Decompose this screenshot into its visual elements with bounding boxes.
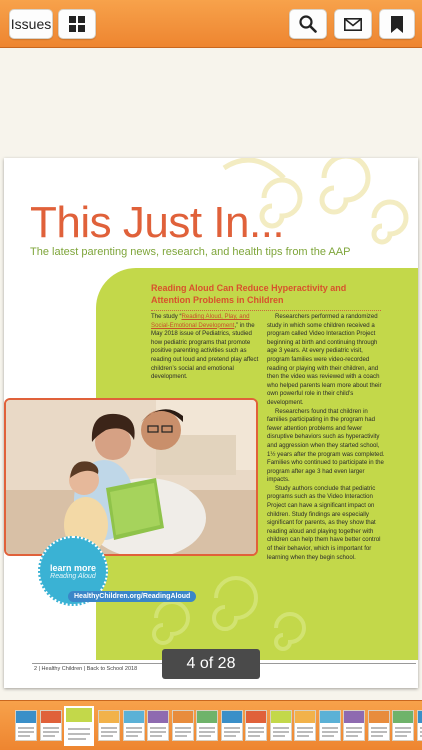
article-column-1 (151, 313, 259, 382)
col2-paragraph-2: Researchers found that children in families participating in the program had fewer attention problems and fewer disruptive behaviors such as hyperactivity and aggression when they started school, 1½ years after the program was completed. Families who continued to participate in the program after age 3 had even larger impacts. (267, 407, 385, 484)
page-subhead: The latest parenting news, research, and health tips from the AAP (30, 246, 351, 258)
page-thumbnail[interactable] (64, 706, 94, 746)
grid-view-button[interactable] (58, 9, 96, 39)
grid-icon (69, 16, 85, 32)
bookmark-button[interactable] (379, 9, 415, 39)
family-reading-photo (4, 398, 258, 556)
page-thumbnail[interactable] (343, 710, 365, 741)
page-thumbnail[interactable] (123, 710, 145, 741)
col1-text-a: The study “ (151, 313, 182, 320)
page-thumbnail[interactable] (392, 710, 414, 741)
panel-swirl-decoration (136, 558, 316, 658)
article-column-2 (267, 313, 385, 562)
reading-aloud-link[interactable]: HealthyChildren.org/ReadingAloud (68, 591, 196, 602)
page-thumbnail[interactable] (98, 710, 120, 741)
col2-paragraph-1: Researchers performed a randomized study in which some children received a program called Video Interaction Project beginning at birth and continuing through age 3 years. At every pediatric visit, program families were video-recorded reading or playing with their children, and then the video was reviewed with a coach who helped parents learn more about their own powerful role in their child’s development. (267, 313, 382, 406)
page-thumbnail[interactable] (417, 710, 422, 741)
article-title: Reading Aloud Can Reduce Hyperactivity and Attention Problems in Children (151, 282, 381, 311)
page-thumbnail[interactable] (294, 710, 316, 741)
col1-text-b: ,” in the May 2018 issue of Pediatrics, studied how pediatric programs that promote positive parenting activities such as reading out loud and pretend play affect children’s social and emotional development. (151, 321, 259, 381)
page-viewer[interactable] (0, 48, 422, 700)
mail-icon (344, 18, 362, 31)
thumbnail-strip[interactable] (0, 700, 422, 750)
page-thumbnail[interactable] (368, 710, 390, 741)
mail-button[interactable] (334, 9, 372, 39)
magazine-page[interactable] (4, 158, 418, 688)
badge-title: learn more (49, 562, 97, 573)
page-counter: 4 of 28 (162, 649, 260, 679)
page-thumbnail[interactable] (172, 710, 194, 741)
page-thumbnail[interactable] (270, 710, 292, 741)
page-thumbnail[interactable] (221, 710, 243, 741)
page-thumbnail[interactable] (245, 710, 267, 741)
issues-button[interactable]: Issues (9, 9, 53, 39)
search-button[interactable] (289, 9, 327, 39)
badge-subtitle: Reading Aloud (50, 572, 96, 580)
col2-paragraph-3: Study authors conclude that pediatric programs such as the Video Interaction Project can have a significant impact on children. Study findings are especially significant for parents, as they show that reading aloud and playing together with children can help them have better control of their behavior, which is important for learning when they begin school. (267, 484, 381, 561)
study-link[interactable]: Reading Aloud, Play, and Social-Emotional Development (151, 313, 250, 329)
photo-illustration (6, 400, 256, 554)
page-thumbnail[interactable] (147, 710, 169, 741)
top-toolbar (0, 0, 422, 48)
page-thumbnail[interactable] (196, 710, 218, 741)
page-headline: This Just In... (30, 198, 285, 247)
search-icon (299, 15, 317, 33)
page-thumbnail[interactable] (15, 710, 37, 741)
bookmark-icon (391, 16, 403, 33)
page-thumbnail[interactable] (40, 710, 62, 741)
page-footer: 2 | Healthy Children | Back to School 2018 (34, 666, 138, 672)
page-thumbnail[interactable] (319, 710, 341, 741)
